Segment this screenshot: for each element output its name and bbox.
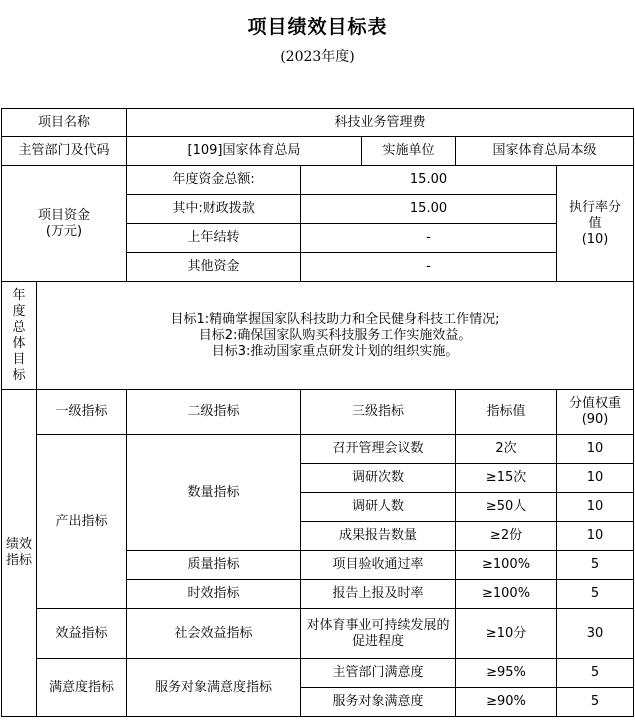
table-row [2, 435, 634, 464]
goal-item: 目标2:确保国家队购买科技服务工作实施效益。 [198, 327, 472, 343]
funds-label: 项目资金 [38, 207, 91, 223]
implementing-unit-label: 实施单位 [362, 137, 456, 166]
goal-item: 目标1:精确掌握国家队科技助力和全民健身科技工作情况; [170, 311, 500, 327]
indicator-value: ≥2份 [456, 522, 557, 551]
indicator-name: 成果报告数量 [301, 522, 456, 551]
indicator-weight: 10 [557, 522, 634, 551]
indicator-value: ≥100% [456, 551, 557, 580]
funds-fiscal-label: 其中:财政拨款 [127, 195, 301, 224]
timeliness-indicator-label: 时效指标 [127, 580, 301, 609]
department-label: 主管部门及代码 [2, 137, 127, 166]
indicator-value: ≥90% [456, 688, 557, 717]
indicator-name: 服务对象满意度 [301, 688, 456, 717]
performance-table [1, 108, 634, 717]
table-row [2, 609, 634, 659]
annual-goals-label-cell [2, 282, 37, 390]
social-benefit-indicator-label: 社会效益指标 [127, 609, 301, 659]
indicator-value: ≥50人 [456, 493, 557, 522]
funds-carryover-label: 上年结转 [127, 224, 301, 253]
department-row [2, 137, 634, 166]
header-level1: 一级指标 [37, 390, 127, 435]
funds-carryover-value: - [301, 224, 557, 253]
project-name-label: 项目名称 [2, 109, 127, 137]
indicator-value: ≥100% [456, 580, 557, 609]
funds-unit: (万元) [45, 223, 83, 239]
funds-other-value: - [301, 253, 557, 282]
header-weight-cell [557, 390, 634, 435]
indicator-name: 对体育事业可持续发展的促进程度 [301, 609, 456, 659]
indicator-weight: 5 [557, 580, 634, 609]
page-title: 项目绩效目标表 [247, 16, 388, 38]
department-value: [109]国家体育总局 [127, 137, 362, 166]
indicator-weight: 10 [557, 435, 634, 464]
funds-total-row [2, 166, 634, 195]
indicators-side-cell [2, 390, 37, 717]
service-satisfaction-indicator-label: 服务对象满意度指标 [127, 659, 301, 717]
indicators-side-label: 绩效指标 [5, 537, 32, 568]
header-weight: 分值权重 [569, 396, 622, 411]
funds-fiscal-value: 15.00 [301, 195, 557, 224]
implementing-unit-value: 国家体育总局本级 [456, 137, 634, 166]
header-level2: 二级指标 [127, 390, 301, 435]
funds-other-label: 其他资金 [127, 253, 301, 282]
satisfaction-indicator-label: 满意度指标 [37, 659, 127, 717]
indicator-value: ≥10分 [456, 609, 557, 659]
indicator-weight: 5 [557, 688, 634, 717]
page-subtitle: (2023年度) [280, 49, 355, 65]
benefit-indicator-label: 效益指标 [37, 609, 127, 659]
annual-goals-content [37, 282, 634, 390]
output-indicator-label: 产出指标 [37, 435, 127, 609]
funds-total-value: 15.00 [301, 166, 557, 195]
project-name-row [2, 109, 634, 137]
indicator-name: 调研次数 [301, 464, 456, 493]
goal-item: 目标3:推动国家重点研发计划的组织实施。 [211, 343, 459, 359]
indicator-weight: 5 [557, 551, 634, 580]
indicator-name: 召开管理会议数 [301, 435, 456, 464]
execution-rate-label: 执行率分值 [569, 199, 622, 231]
header-value: 指标值 [456, 390, 557, 435]
execution-rate-score: (10) [581, 231, 609, 247]
quantity-indicator-label: 数量指标 [127, 435, 301, 551]
indicator-weight: 30 [557, 609, 634, 659]
indicator-header-row [2, 390, 634, 435]
indicator-weight: 10 [557, 493, 634, 522]
annual-goals-label: 年度总体目标 [12, 287, 26, 383]
indicator-name: 主管部门满意度 [301, 659, 456, 688]
funds-label-cell [2, 166, 127, 282]
indicator-name: 报告上报及时率 [301, 580, 456, 609]
indicator-value: 2次 [456, 435, 557, 464]
indicator-name: 项目验收通过率 [301, 551, 456, 580]
indicator-value: ≥15次 [456, 464, 557, 493]
project-name-value: 科技业务管理费 [127, 109, 634, 137]
indicator-weight: 10 [557, 464, 634, 493]
header-level3: 三级指标 [301, 390, 456, 435]
header-weight-total: (90) [581, 412, 609, 427]
annual-goals-row [2, 282, 634, 390]
funds-total-label: 年度资金总额: [127, 166, 301, 195]
execution-score-cell [557, 166, 634, 282]
table-row [2, 659, 634, 688]
indicator-weight: 5 [557, 659, 634, 688]
indicator-value: ≥95% [456, 659, 557, 688]
quality-indicator-label: 质量指标 [127, 551, 301, 580]
indicator-name: 调研人数 [301, 493, 456, 522]
